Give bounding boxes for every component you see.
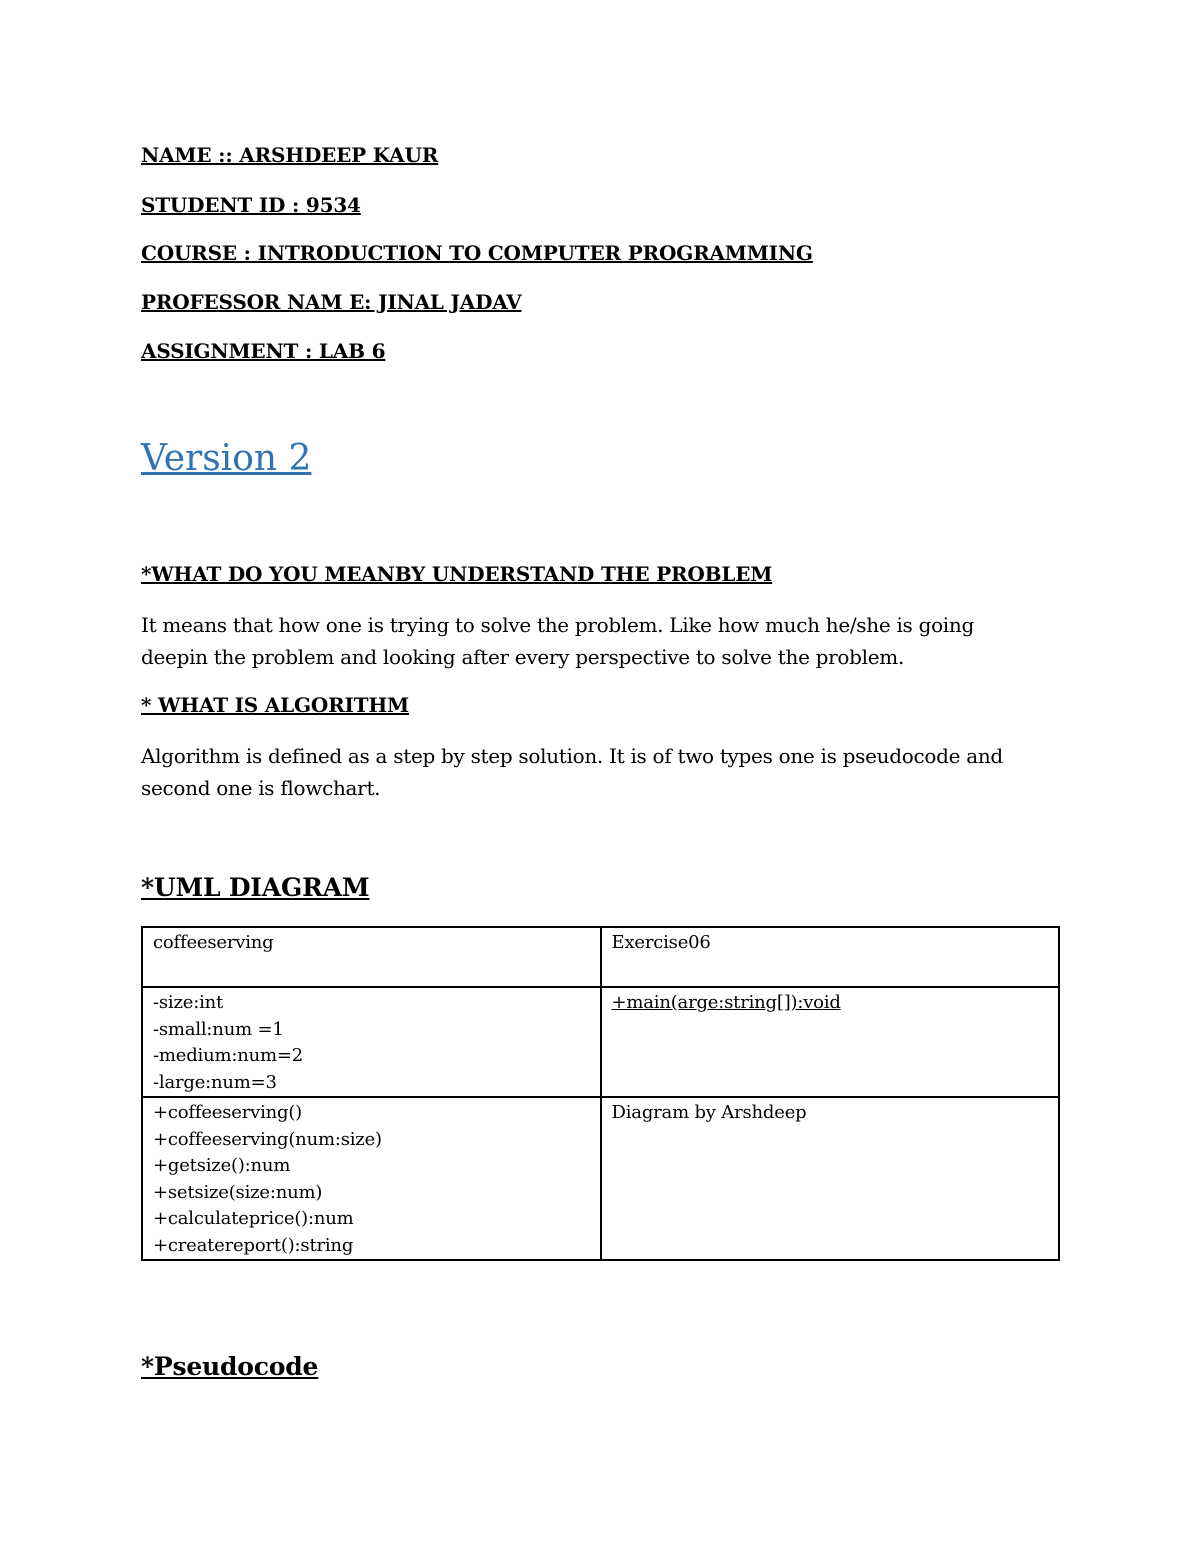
uml-left-attributes [142, 987, 601, 1097]
uml-left-methods [142, 1097, 601, 1260]
understand-body: It means that how one is trying to solve the problem. Like how much he/she is going deepin the problem and looking after every perspective to solve the problem. [141, 613, 974, 669]
uml-class-name-row [142, 927, 1059, 987]
method-line: +coffeeserving(num:size) [153, 1128, 382, 1150]
attribute-line: -medium:num=2 [153, 1045, 303, 1066]
class-name-text: Exercise06 [611, 932, 711, 953]
uml-right-class-name [601, 927, 1060, 987]
algorithm-body: Algorithm is defined as a step by step solution. It is of two types one is pseudocode and second one is flowchart. [141, 744, 1003, 800]
diagram-credit: Diagram by Arshdeep [611, 1102, 807, 1123]
method-line: +getsize():num [153, 1155, 291, 1176]
course-name: COURSE : INTRODUCTION TO COMPUTER PROGRAMMING [141, 241, 813, 265]
method-line: +coffeeserving() [153, 1102, 303, 1123]
attribute-line: -size:int [153, 992, 224, 1013]
uml-diagram-table [141, 926, 1060, 1261]
assignment-name: ASSIGNMENT : LAB 6 [141, 339, 386, 363]
method-line: +calculateprice():num [153, 1208, 354, 1229]
student-name: NAME :: ARSHDEEP KAUR [141, 143, 439, 167]
uml-right-methods [601, 987, 1060, 1097]
method-line: +createreport():string [153, 1234, 354, 1256]
uml-left-class-name [142, 927, 601, 987]
professor-name: PROFESSOR NAM E: JINAL JADAV [141, 290, 522, 314]
uml-methods-row [142, 1097, 1059, 1260]
algorithm-heading: * WHAT IS ALGORITHM [141, 693, 409, 717]
uml-heading: *UML DIAGRAM [141, 873, 370, 902]
attribute-line: -small:num =1 [153, 1018, 284, 1040]
attribute-line: -large:num=3 [153, 1071, 277, 1093]
method-line: +setsize(size:num) [153, 1181, 323, 1203]
class-name-text: coffeeserving [153, 932, 274, 953]
pseudocode-heading: *Pseudocode [141, 1352, 319, 1381]
uml-right-note [601, 1097, 1060, 1260]
document-title: Version 2 [141, 438, 312, 479]
student-id: STUDENT ID : 9534 [141, 193, 361, 217]
uml-attributes-row [142, 987, 1059, 1097]
method-line: +main(arge:string[]):void [611, 992, 841, 1013]
understand-heading: *WHAT DO YOU MEANBY UNDERSTAND THE PROBLEM [141, 562, 773, 586]
